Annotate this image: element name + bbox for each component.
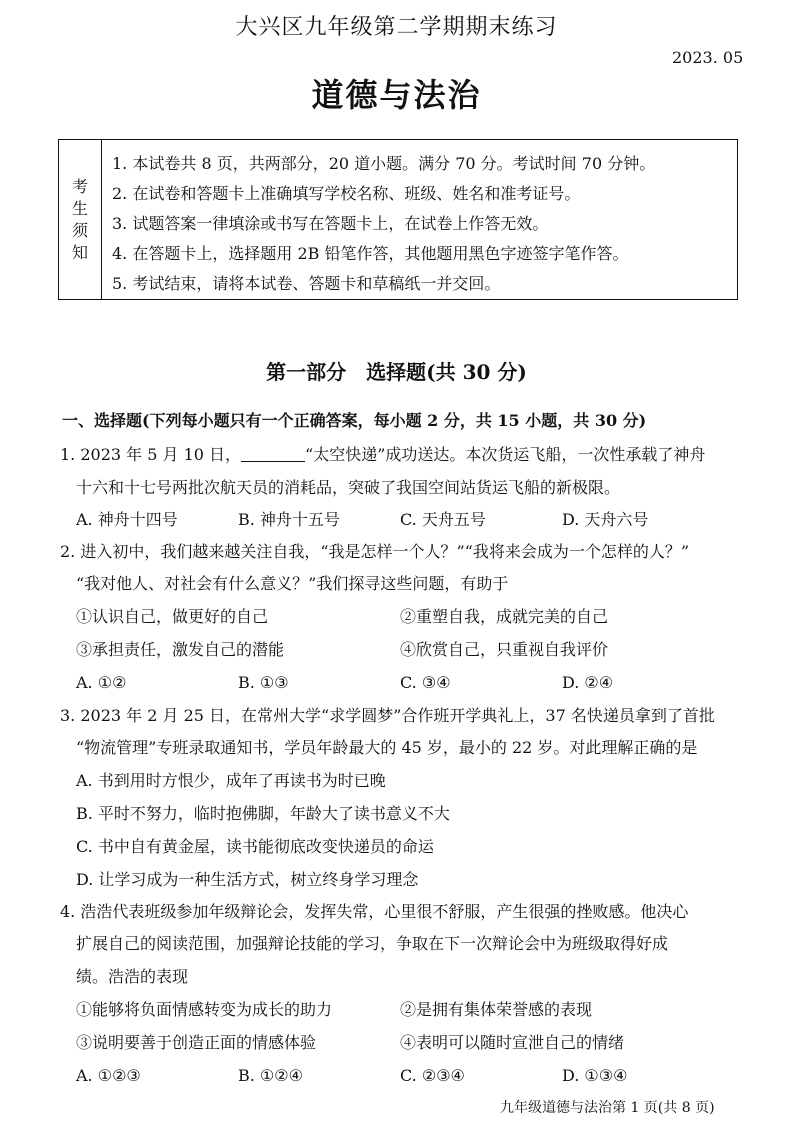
q4-option-a: A. ①②③ (76, 1066, 141, 1085)
q3-option-d: D. 让学习成为一种生活方式，树立终身学习理念 (76, 870, 419, 889)
q1-option-d: D. 天舟六号 (562, 510, 649, 529)
q3-line2: “物流管理”专班录取通知书，学员年龄最大的 45 岁，最小的 22 岁。对此理解正确的是 (76, 738, 698, 757)
notice-item: 1. 本试卷共 8 页，共两部分，20 道小题。满分 70 分。考试时间 70 分钟。 (112, 154, 656, 173)
q4-item: ②是拥有集体荣誉感的表现 (400, 1000, 593, 1019)
part-title: 第一部分 选择题(共 30 分) (266, 360, 527, 384)
q1-option-a: A. 神舟十四号 (76, 510, 178, 529)
notice-items (102, 140, 655, 299)
q4-line2: 扩展自己的阅读范围，加强辩论技能的学习，争取在下一次辩论会中为班级取得好成 (76, 934, 669, 953)
notice-item: 3. 试题答案一律填涂或书写在答题卡上，在试卷上作答无效。 (112, 214, 549, 233)
q2-item: ②重塑自我，成就完美的自己 (400, 607, 609, 626)
q1-option-c: C. 天舟五号 (400, 510, 486, 529)
page-footer: 九年级道德与法治第 1 页(共 8 页) (500, 1100, 715, 1116)
q2-line2: “我对他人、对社会有什么意义？”我们探寻这些问题，有助于 (76, 574, 509, 593)
notice-label-char: 考 (71, 176, 88, 196)
q3-option-a: A. 书到用时方恨少，成年了再读书为时已晚 (76, 771, 386, 790)
candidate-notice-box (58, 139, 738, 300)
q3-line1: 3. 2023 年 2 月 25 日，在常州大学“求学圆梦”合作班开学典礼上，37 名快递员拿到了首批 (60, 706, 715, 725)
notice-label-char: 须 (71, 220, 88, 240)
q4-option-b: B. ①②④ (238, 1066, 303, 1085)
q2-option-d: D. ②④ (562, 673, 614, 692)
exam-date: 2023. 05 (672, 48, 744, 67)
notice-item: 4. 在答题卡上，选择题用 2B 铅笔作答，其他题用黑色字迹签字笔作答。 (112, 244, 629, 263)
q1-line1 (60, 443, 705, 467)
q3-option-c: C. 书中自有黄金屋，读书能彻底改变快递员的命运 (76, 837, 434, 856)
exam-title: 大兴区九年级第二学期期末练习 (235, 15, 558, 40)
q4-line3: 绩。浩浩的表现 (76, 967, 189, 986)
q2-item: ①认识自己，做更好的自己 (76, 607, 269, 626)
notice-label-char: 知 (71, 242, 88, 262)
q4-item: ④表明可以随时宣泄自己的情绪 (400, 1033, 625, 1052)
q2-item: ④欣赏自己，只重视自我评价 (400, 640, 609, 659)
q4-item: ③说明要善于创造正面的情感体验 (76, 1033, 317, 1052)
q2-option-a: A. ①② (76, 673, 127, 692)
q1-answer-blank (241, 445, 305, 462)
notice-label-char: 生 (71, 198, 88, 218)
q2-item: ③承担责任，激发自己的潜能 (76, 640, 285, 659)
q2-line1: 2. 进入初中，我们越来越关注自我，“我是怎样一个人？”“我将来会成为一个怎样的人？” (60, 542, 690, 561)
q3-option-b: B. 平时不努力，临时抱佛脚，年龄大了读书意义不大 (76, 804, 450, 823)
q4-option-d: D. ①③④ (562, 1066, 628, 1085)
q1-text-post: “太空快递”成功送达。本次货运飞船，一次性承载了神舟 (305, 445, 706, 464)
q4-item: ①能够将负面情感转变为成长的助力 (76, 1000, 333, 1019)
q1-option-b: B. 神舟十五号 (238, 510, 340, 529)
q2-option-b: B. ①③ (238, 673, 289, 692)
q2-option-c: C. ③④ (400, 673, 451, 692)
q4-line1: 4. 浩浩代表班级参加年级辩论会，发挥失常，心里很不舒服，产生很强的挫败感。他决心 (60, 902, 689, 921)
q1-line2: 十六和十七号两批次航天员的消耗品，突破了我国空间站货运飞船的新极限。 (76, 478, 621, 497)
notice-item: 2. 在试卷和答题卡上准确填写学校名称、班级、姓名和准考证号。 (112, 184, 581, 203)
section-title: 一、选择题(下列每小题只有一个正确答案，每小题 2 分，共 15 小题，共 30 分) (62, 411, 647, 430)
notice-item: 5. 考试结束，请将本试卷、答题卡和草稿纸一并交回。 (112, 274, 501, 293)
notice-label (59, 140, 102, 299)
q4-option-c: C. ②③④ (400, 1066, 465, 1085)
subject-title: 道德与法治 (311, 76, 482, 114)
q1-text-pre: 1. 2023 年 5 月 10 日， (60, 445, 242, 464)
